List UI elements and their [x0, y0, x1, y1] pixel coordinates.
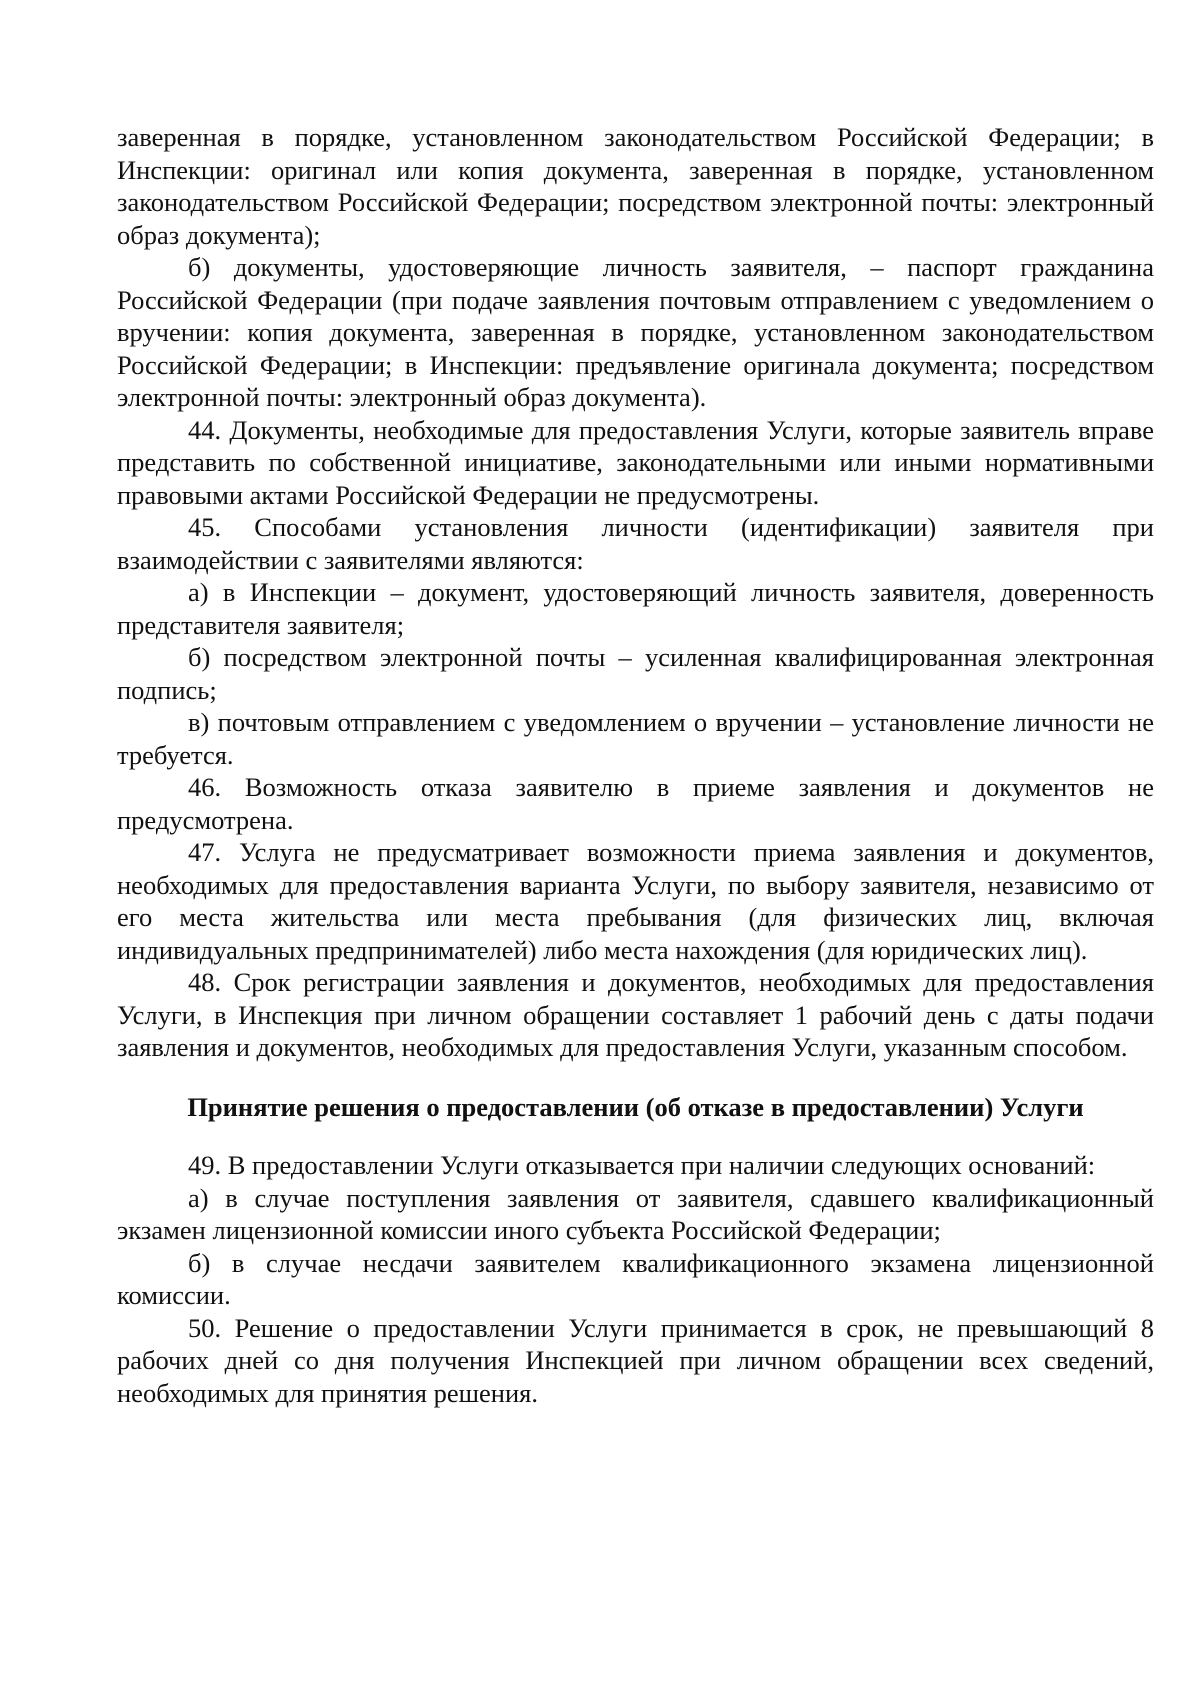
paragraph-50: 50. Решение о предоставлении Услуги принимается в срок, не превышающий 8 рабочих дней со дня получения Инспекцией при личном обращении всех сведений, необходимых для принятия решения. — [117, 1312, 1154, 1408]
paragraph-47: 47. Услуга не предусматривает возможности приема заявления и документов, необходимых для предоставления варианта Услуги, по выбору заявителя, независимо от его места жительства или места пребывания (для физических лиц, включая индивидуальных предпринимателей) либо места нахождения (для юридических лиц). — [117, 837, 1154, 965]
paragraph-49: 49. В предоставлении Услуги отказывается при наличии следующих оснований: — [188, 1150, 1096, 1180]
paragraph-45a: а) в Инспекции – документ, удостоверяющий личность заявителя, доверенность представителя заявителя; — [117, 577, 1154, 640]
paragraph-continuation: заверенная в порядке, установленном законодательством Российской Федерации; в Инспекции: оригинал или копия документа, заверенная в порядке, установленном законодательством Российской Федерации; посредством электронной почты: электронный образ документа); — [117, 122, 1154, 250]
paragraph-44: 44. Документы, необходимые для предоставления Услуги, которые заявитель вправе представить по собственной инициативе, законодательными или иными нормативными правовыми актами Российской Федерации не предусмотрены. — [117, 414, 1154, 510]
paragraph-45b: б) посредством электронной почты – усиленная квалифицированная электронная подпись; — [117, 642, 1154, 705]
paragraph-43b: б) документы, удостоверяющие личность заявителя, – паспорт гражданина Российской Федерации (при подаче заявления почтовым отправлением с уведомлением о вручении: копия документа, заверенная в порядке, установленном законодательством Российской Федерации; в Инспекции: предъявление оригинала документа; посредством электронной почты: электронный образ документа). — [117, 252, 1154, 412]
document-body — [117, 121, 1154, 1409]
section-heading: Принятие решения о предоставлении (об отказе в предоставлении) Услуги — [187, 1091, 1084, 1122]
paragraph-49a: а) в случае поступления заявления от заявителя, сдавшего квалификационный экзамен лицензионной комиссии иного субъекта Российской Федерации; — [117, 1182, 1154, 1245]
paragraph-45: 45. Способами установления личности (идентификации) заявителя при взаимодействии с заявителями являются: — [117, 512, 1154, 575]
paragraph-45c: в) почтовым отправлением с уведомлением о вручении – установление личности не требуется. — [117, 707, 1154, 770]
paragraph-46: 46. Возможность отказа заявителю в приеме заявления и документов не предусмотрена. — [117, 772, 1154, 835]
paragraph-49b: б) в случае несдачи заявителем квалификационного экзамена лицензионной комиссии. — [117, 1247, 1154, 1310]
paragraph-48: 48. Срок регистрации заявления и документов, необходимых для предоставления Услуги, в Инспекция при личном обращении составляет 1 рабочий день с даты подачи заявления и документов, необходимых для предоставления Услуги, указанным способом. — [117, 967, 1154, 1062]
